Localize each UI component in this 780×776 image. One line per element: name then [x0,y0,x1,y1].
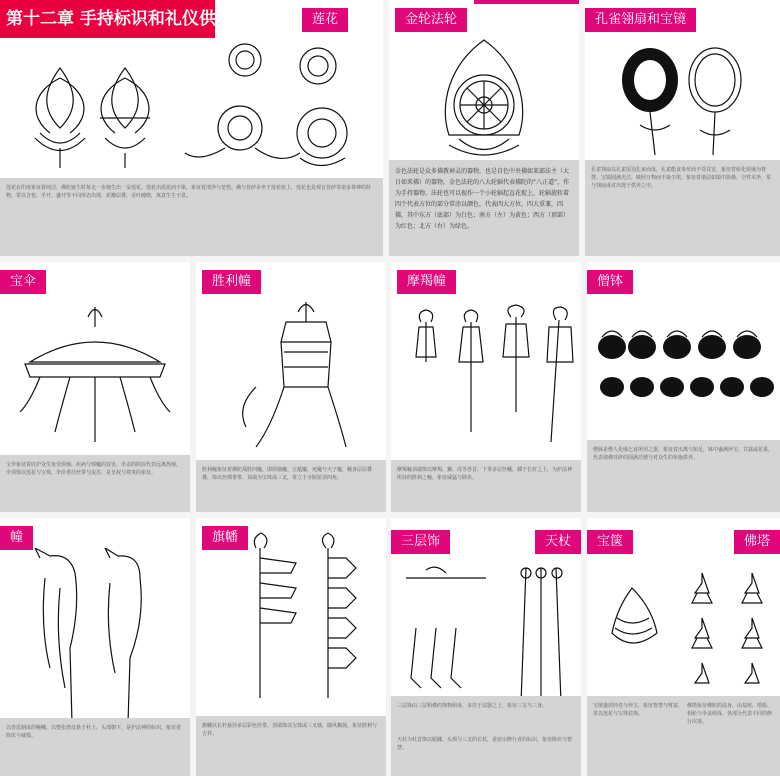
alms-bowl-text-area [587,440,780,512]
stupa-text: 佛塔象征佛陀的法身，由基座、塔瓶、相轮与伞盖组成，各部分代表不同的修行次第。 [687,703,773,725]
panel-dharma-wheel [389,0,579,256]
tag-flag: 旗幡 [202,526,248,550]
peacock-fan-mirror-icon [585,35,780,165]
flag-text: 旗幡以长杆悬挂多层彩色丝带，顶端饰以宝珠或三叉戟，随风飘扬，象征胜利与吉祥。 [202,723,378,737]
panel-parasol [0,262,190,512]
tag-dharma-wheel: 金轮法轮 [395,8,467,32]
tag-victory-banner: 胜利幢 [202,270,261,294]
treasure-box-text: 宝箧盛放经卷与珍宝，象征智慧与财富，常以莲花与宝珠装饰。 [593,703,684,717]
panel-treasure-stupa [587,518,780,776]
treasure-stupa-icon [587,558,780,698]
tag-treasure-box: 宝箧 [587,530,633,554]
three-tier-staff-icon [391,558,581,708]
skin-banner-icon [0,548,190,718]
three-tier-text-area [391,696,581,776]
alms-bowl-icon [587,307,780,447]
flag-text-area [196,716,386,776]
lotus-illustration [0,38,383,178]
alms-bowl-text: 僧钵是僧人化缘乞食所用之器，象征着出离与知足，钵中盛满珍宝、甘露或花果，代表诸佛菩萨的圆满功德与对众生的布施供养。 [593,447,774,461]
panel-peacock-fan-mirror [585,0,780,256]
skin-banner-text: 以兽皮制成的幢幡，以整张兽皮悬于杆上，头部朝下，是护法神的标识，象征着降伏与威慑。 [6,725,182,739]
tag-staff: 天杖 [535,530,581,554]
lotus-text: 莲花在印度象征着纯洁，佛陀诞生时每走一步便生出一朵莲花，莲花出淤泥而不染，象征着清净与觉悟。佛与菩萨多坐于莲花座上，莲花也是观音菩萨等诸多尊神的持物，常以含苞、半开、盛开等不同形态出现，花瓣层叠，茎叶缠绕，寓意生生不息。 [6,185,372,199]
peacock-text-area [585,160,780,256]
parasol-text-area [0,455,190,512]
lotus-text-area [0,178,383,256]
victory-banner-text: 胜利幢象征着佛陀战胜四魔，即烦恼魔、五蕴魔、死魔与天子魔，幢身层层叠叠，饰以丝绸垂带，顶端为宝珠或三叉，常立于寺院屋顶四角。 [202,467,373,481]
tag-makara-banner: 摩羯幢 [397,270,456,294]
makara-text: 摩羯幢顶端饰以摩羯、狮、虎等兽首，下垂多层丝幡，插于长杆之上，为护法神所持的胜利之幢，象征威猛与降伏。 [397,467,573,481]
dharma-wheel-text: 金色法轮是众多佛教神灵的器物，也是自色中央佛如来部法主（大日如来佛）的器物，金色法轮的八大轮辐代表佛陀的“八正道”，作为手持器物，法轮也可以视作一个小轮辐起直花捉上，轮辐旋转着四个代表方位的部分常涂以颜色，代表四大方位，四大重兼，四佛，其中东方（底部）为白色；南方（左）为黄色；西方（顶部）为红色；北方（右）为绿色。 [395,168,570,230]
staff-text: 天杖为杖首饰以骷髅、头颅与三叉的长杖，是密宗修行者的标识，象征降伏与智慧。 [397,737,573,751]
treasure-stupa-text-area [587,696,780,776]
dharma-wheel-text-area [389,160,579,256]
tag-peacock-fan-mirror: 孔雀翎扇和宝镜 [585,8,696,32]
victory-banner-text-area [196,460,386,512]
peacock-text: 孔雀翎扇以孔雀尾羽扎束而成，孔雀能食毒草而不受其害，象征着转化烦恼为智慧。宝镜圆满光洁，映照万物而不染尘埃，象征着诸法如镜中影像，空性本净，常与翎扇成对出现于供养之中。 [591,167,772,189]
skin-banner-text-area [0,718,190,776]
parasol-icon [0,302,190,452]
flag-icon [196,528,386,698]
panel-lotus [0,0,383,256]
tag-skin-banner: 幢 [0,526,33,550]
panel-victory-banner [196,262,386,512]
tag-three-tier-ornament: 三层饰 [391,530,450,554]
panel-flag [196,518,386,776]
dharma-wheel-icon [389,35,579,165]
panel-makara-banner [391,262,581,512]
parasol-text: 宝伞象征着庇护众生免受烦恼、疾病与邪魔的侵害，伞盖的阴凉代表远离热恼，伞顶饰以莲花与宝珠，伞沿垂挂丝带与流苏，是皇权与尊贵的象征。 [6,462,182,476]
makara-text-area [391,460,581,512]
panel-skin-banner [0,518,190,776]
panel-alms-bowl [587,262,780,512]
tag-alms-bowl: 僧钵 [587,270,633,294]
tag-parasol: 宝伞 [0,270,46,294]
victory-banner-icon [196,297,386,457]
tag-stupa: 佛塔 [734,530,780,554]
three-tier-text: 三层饰由三层相叠的饰物组成，多挂于法器之上，象征三宝与三身。 [397,703,548,709]
tag-lotus: 莲花 [302,8,348,32]
panel-three-tier-ornament [391,518,581,776]
chapter-title: 第十二章 手持标识和礼仪供物 [0,0,215,38]
makara-banner-icon [391,302,581,452]
